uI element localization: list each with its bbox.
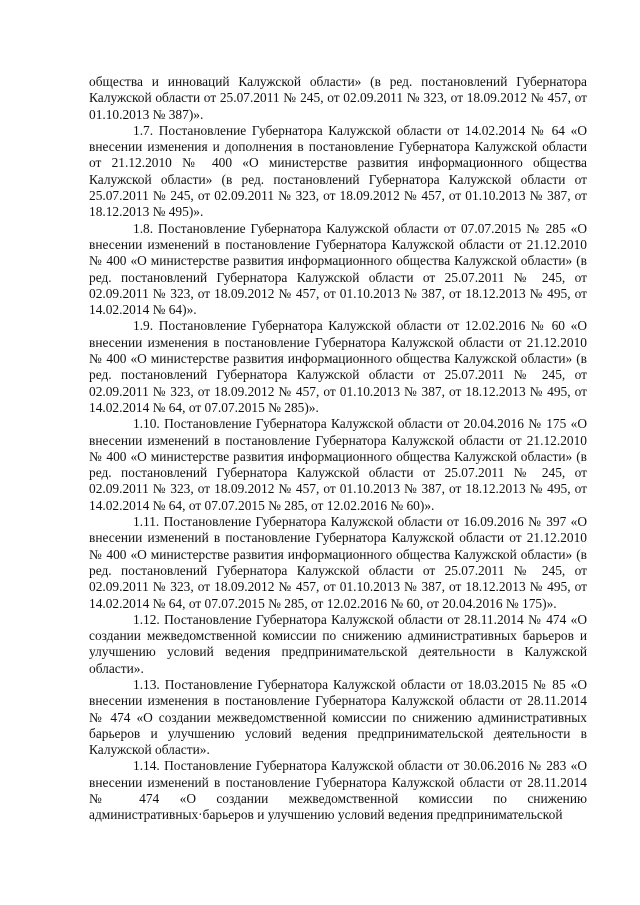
paragraph-1-7: 1.7. Постановление Губернатора Калужской области от 14.02.2014 № 64 «О внесении изменения и дополнения в постановление Губернатора Калужской области от 21.12.2010 № 400 «О министерстве развития информационного общества Калужской области» (в ред. постановлений Губернатора Калужской области от 25.07.2011 № 245, от 02.09.2011 № 323, от 18.09.2012 № 457, от 01.10.2013 № 387, от 18.12.2013 № 495)». [89,122,587,220]
paragraph-1-12: 1.12. Постановление Губернатора Калужской области от 28.11.2014 № 474 «О создании межведомственной комиссии по снижению административных барьеров и улучшению условий ведения предпринимательской деятельности в Калужской области». [89,611,587,676]
paragraph-1-14: 1.14. Постановление Губернатора Калужской области от 30.06.2016 № 283 «О внесении изменений в постановление Губернатора Калужской области от 28.11.2014 № 474 «О создании межведомственной комиссии по снижению административных·барьеров и улучшению условий ведения предпринимательской [89,758,587,823]
paragraph-1-8: 1.8. Постановление Губернатора Калужской области от 07.07.2015 № 285 «О внесении изменений в постановление Губернатора Калужской области от 21.12.2010 № 400 «О министерстве развития информационного общества Калужской области» (в ред. постановлений Губернатора Калужской области от 25.07.2011 № 245, от 02.09.2011 № 323, от 18.09.2012 № 457, от 01.10.2013 № 387, от 18.12.2013 № 495, от 14.02.2014 № 64)». [89,220,587,318]
paragraph-1-9: 1.9. Постановление Губернатора Калужской области от 12.02.2016 № 60 «О внесении изменения в постановление Губернатора Калужской области от 21.12.2010 № 400 «О министерстве развития информационного общества Калужской области» (в ред. постановлений Губернатора Калужской области от 25.07.2011 № 245, от 02.09.2011 № 323, от 18.09.2012 № 457, от 01.10.2013 № 387, от 18.12.2013 № 495, от 14.02.2014 № 64, от 07.07.2015 № 285)». [89,318,587,415]
document-body [89,74,587,824]
paragraph-continuation: общества и инноваций Калужской области» (в ред. постановлений Губернатора Калужской области от 25.07.2011 № 245, от 02.09.2011 № 323, от 18.09.2012 № 457, от 01.10.2013 № 387)». [89,74,587,122]
paragraph-1-10: 1.10. Постановление Губернатора Калужской области от 20.04.2016 № 175 «О внесении изменений в постановление Губернатора Калужской области от 21.12.2010 № 400 «О министерстве развития информационного общества Калужской области» (в ред. постановлений Губернатора Калужской области от 25.07.2011 № 245, от 02.09.2011 № 323, от 18.09.2012 № 457, от 01.10.2013 № 387, от 18.12.2013 № 495, от 14.02.2014 № 64, от 07.07.2015 № 285, от 12.02.2016 № 60)». [89,416,587,513]
paragraph-1-11: 1.11. Постановление Губернатора Калужской области от 16.09.2016 № 397 «О внесении изменений в постановление Губернатора Калужской области от 21.12.2010 № 400 «О министерстве развития информационного общества Калужской области» (в ред. постановлений Губернатора Калужской области от 25.07.2011 № 245, от 02.09.2011 № 323, от 18.09.2012 № 457, от 01.10.2013 № 387, от 18.12.2013 № 495, от 14.02.2014 № 64, от 07.07.2015 № 285, от 12.02.2016 № 60, от 20.04.2016 № 175)». [89,514,587,611]
paragraph-1-13: 1.13. Постановление Губернатора Калужской области от 18.03.2015 № 85 «О внесении изменения в постановление Губернатора Калужской области от 28.11.2014 № 474 «О создании межведомственной комиссии по снижению административных барьеров и улучшению условий ведения предпринимательской деятельности в Калужской области». [89,676,587,758]
